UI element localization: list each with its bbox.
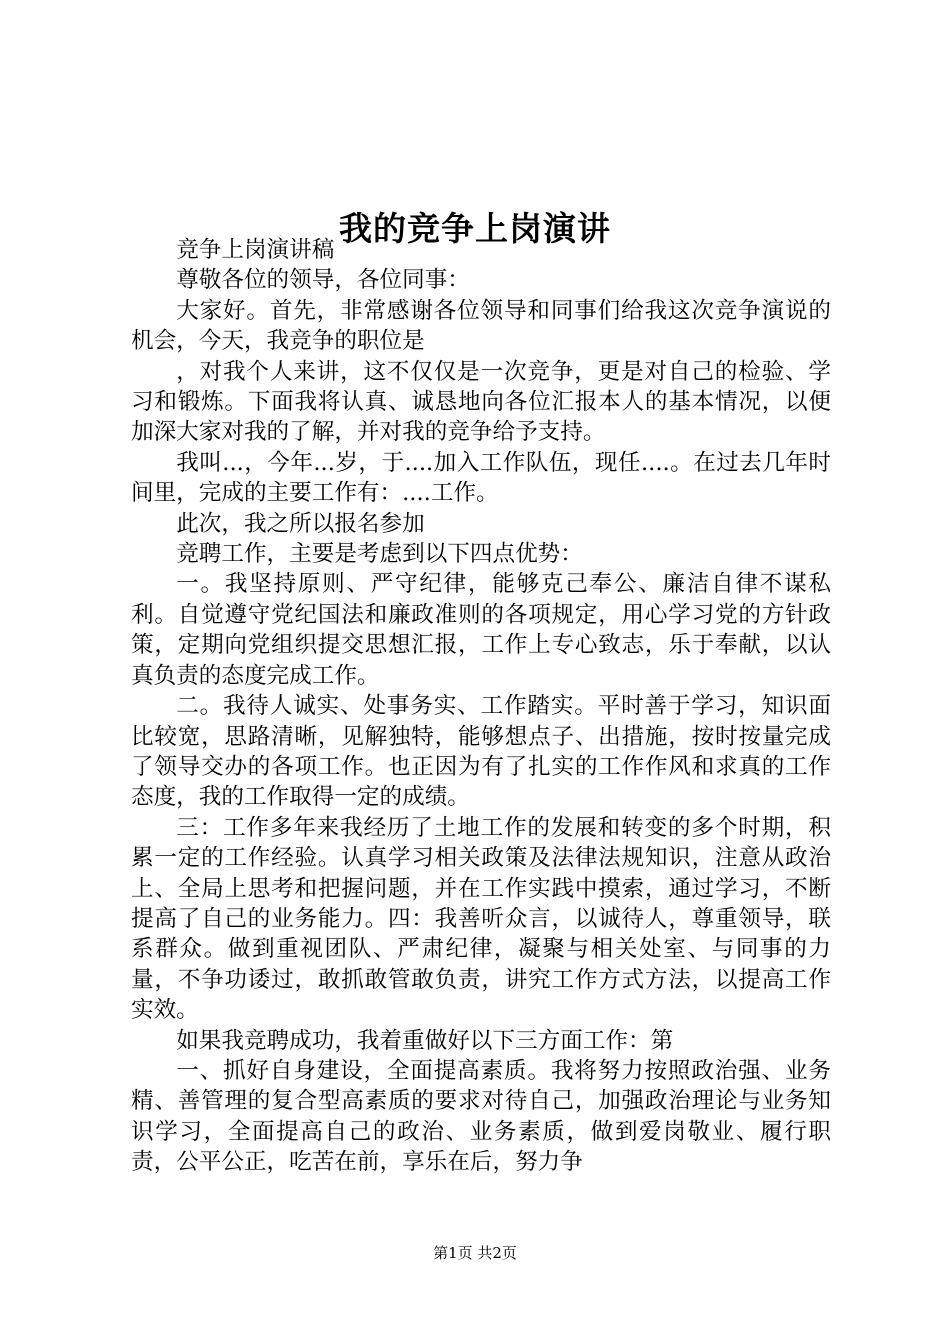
page-footer: 第1页 共2页 — [433, 1244, 517, 1262]
paragraph: ，对我个人来讲，这不仅仅是一次竞争，更是对自己的检验、学习和锻炼。下面我将认真、诚恳地向各位汇报本人的基本情况，以便加深大家对我的了解，并对我的竞争给予支持。 — [131, 358, 831, 446]
paragraph: 三：工作多年来我经历了土地工作的发展和转变的多个时期，积累一定的工作经验。认真学习相关政策及法律法规知识，注意从政治上、全局上思考和把握问题，并在工作实践中摸索，通过学习，不断提高了自己的业务能力。四：我善听众言，以诚待人，尊重领导，联系群众。做到重视团队、严肃纪律，凝聚与相关处室、与同事的力量，不争功诿过，敢抓敢管敢负责，讲究工作方式方法，以提高工作实效。 — [131, 814, 831, 1024]
paragraph: 大家好。首先，非常感谢各位领导和同事们给我这次竞争演说的机会，今天，我竞争的职位是 — [131, 297, 831, 355]
paragraph: 一。我坚持原则、严守纪律，能够克己奉公、廉洁自律不谋私利。自觉遵守党纪国法和廉政准则的各项规定，用心学习党的方针政策，定期向党组织提交思想汇报，工作上专心致志，乐于奉献，以认真负责的态度完成工作。 — [131, 571, 831, 689]
paragraph: 如果我竞聘成功，我着重做好以下三方面工作：第 — [176, 1027, 674, 1054]
paragraph: 一、抓好自身建设，全面提高素质。我将努力按照政治强、业务精、善管理的复合型高素质的要求对待自己，加强政治理论与业务知识学习，全面提高自己的政治、业务素质，做到爱岗敬业、履行职责，公平公正，吃苦在前，享乐在后，努力争 — [131, 1057, 831, 1176]
document-title: 我的竞争上岗演讲 — [339, 209, 611, 249]
paragraph: 尊敬各位的领导，各位同事： — [176, 267, 470, 294]
paragraph: 竞争上岗演讲稿 — [176, 237, 335, 263]
paragraph: 二。我待人诚实、处事务实、工作踏实。平时善于学习，知识面比较宽，思路清晰，见解独特，能够想点子、出措施，按时按量完成了领导交办的各项工作。也正因为有了扎实的工作作风和求真的工作态度，我的工作取得一定的成绩。 — [131, 693, 831, 811]
document-body — [131, 235, 831, 1178]
paragraph: 我叫...，今年...岁，于....加入工作队伍，现任....。在过去几年时间里，完成的主要工作有：....工作。 — [131, 449, 831, 507]
paragraph: 此次，我之所以报名参加 — [176, 510, 425, 537]
paragraph: 竞聘工作，主要是考虑到以下四点优势： — [176, 541, 583, 568]
